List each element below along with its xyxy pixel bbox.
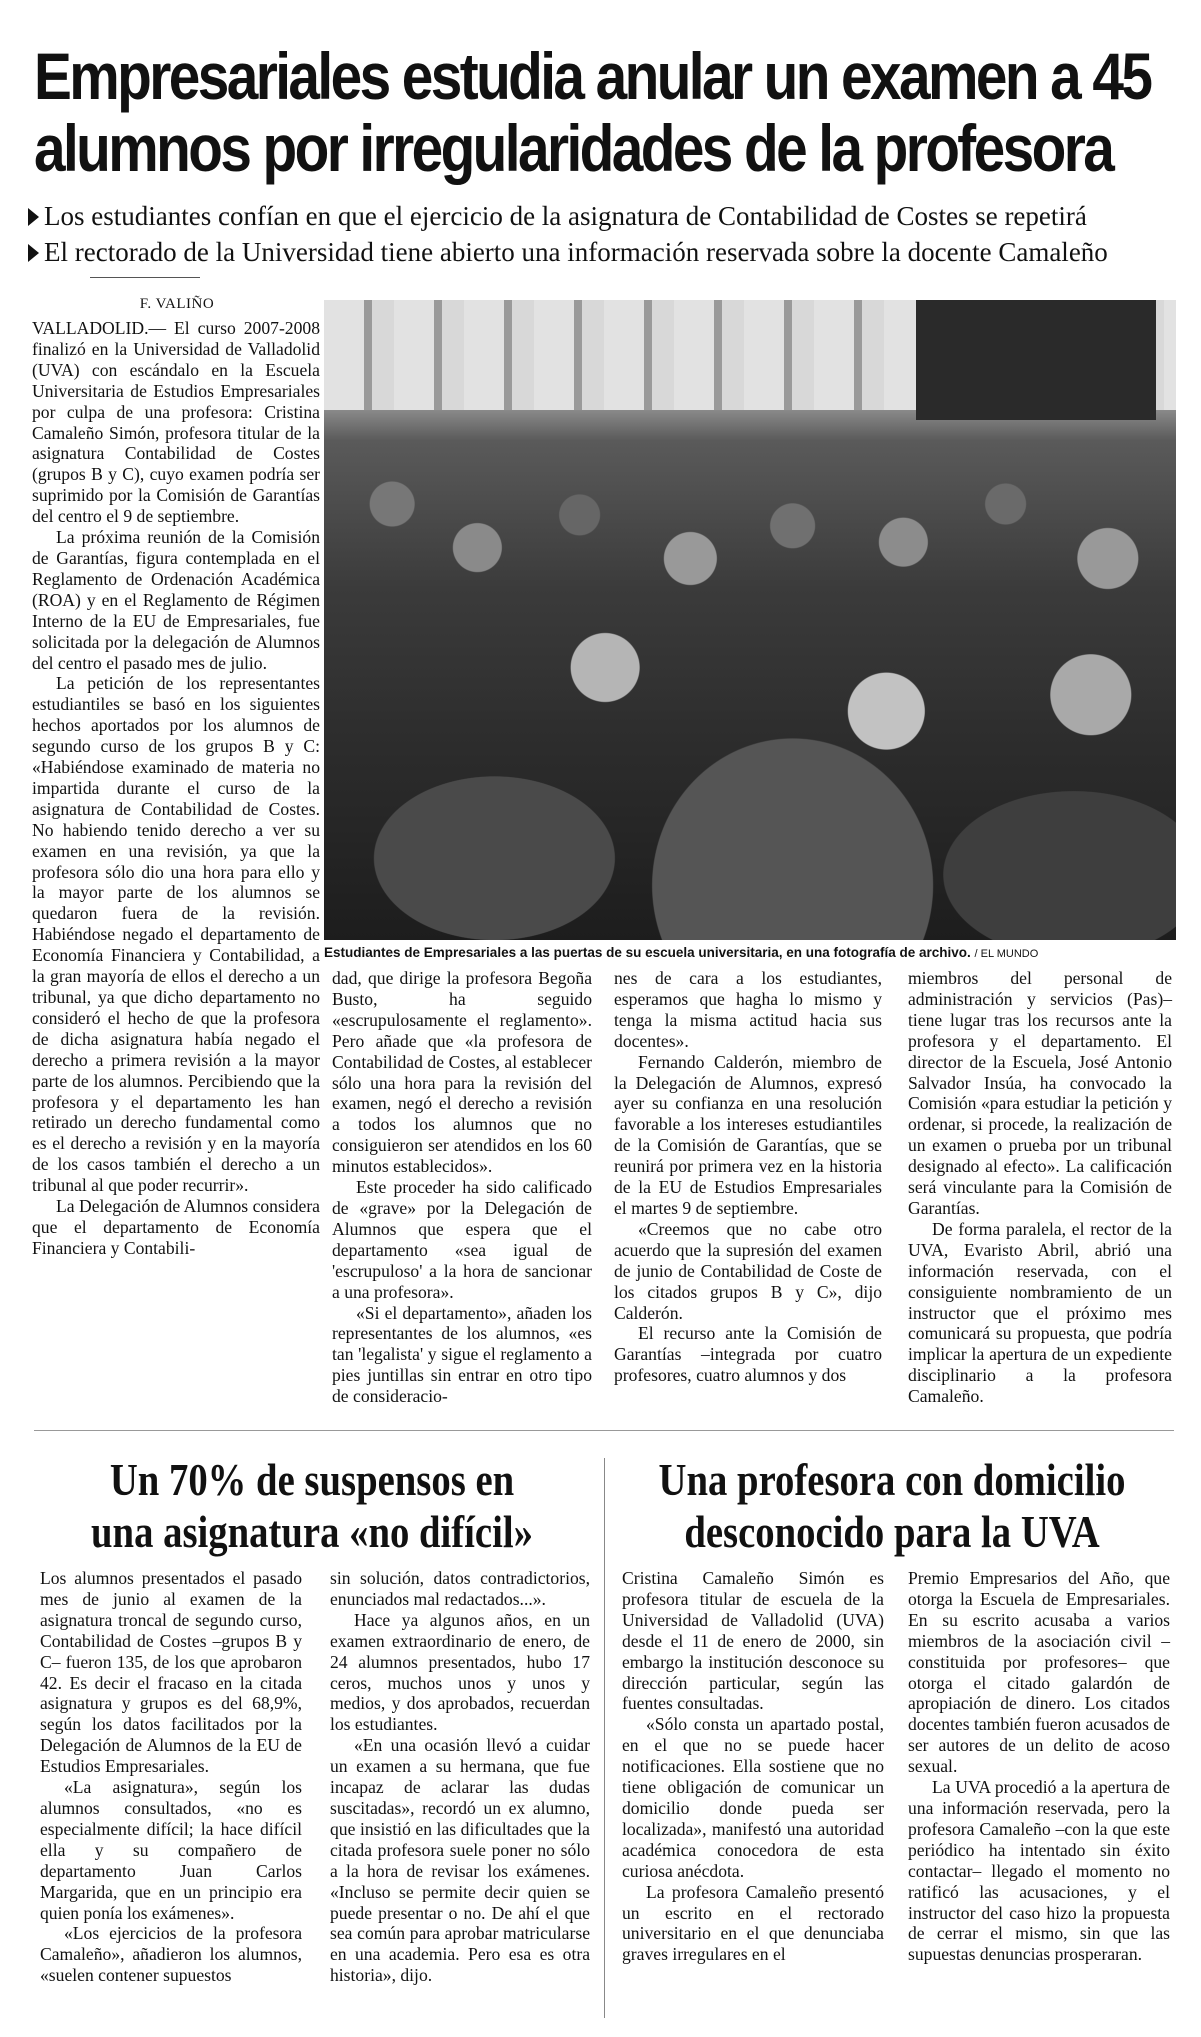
article-paragraph: «Creemos que no cabe otro acuerdo que la supresión del examen de junio de Contabilidad de Coste de los citados grupos B y C», dijo Calderón. [614,1218,882,1323]
article-column-1 [32,318,320,1259]
article-paragraph: La próxima reunión de la Comisión de Garantías, figura contemplada en el Reglamento de Ordenación Académica (ROA) y en el Reglamento de Régimen Interno de la EU de Empresariales, fue solicitada por la delegación de Alumnos del centro el pasado mes de julio. [32,527,320,673]
article-paragraph: De forma paralela, el rector de la UVA, Evaristo Abril, abrió una información reservada, con el consiguiente nombramiento de un instructor que el próximo mes comunicará su propuesta, que podría implicar la apertura de un expediente disciplinario a la profesora Camaleño. [908,1218,1172,1407]
article-paragraph: «Los ejercicios de la profesora Camaleño», añadieron los alumnos, «suelen contener supuestos [40,1923,302,1986]
byline-rule [90,277,200,278]
headline-line-2: alumnos por irregularidades de la profesora [34,111,1113,185]
article-paragraph: Los alumnos presentados el pasado mes de junio al examen de la asignatura troncal de segundo curso, Contabilidad de Costes –grupos B y C– fueron 135, de los que aprobaron 42. Es decir el fracaso en la citada asignatura y grupos es del 68,9%, según los datos facilitados por la Delegación de Alumnos de la EU de Estudios Empresariales. [40,1568,302,1777]
article-paragraph: La petición de los representantes estudiantiles se basó en los siguientes hechos aportados por los alumnos de segundo curso de los grupos B y C: «Habiéndose examinado de materia no impartida durante el curso de la asignatura de Contabilidad de Costes. No habiendo tenido derecho a ver su examen en una revisión, ya que la profesora sólo dio una hora para ello y la mayor parte de los alumnos se quedaron fuera de la revisión. Habiéndose negado el departamento de Economía Financiera y Contabilidad, a la gran mayoría de ellos el derecho a un tribunal, ya que dicho departamento no consideró el hecho de que la profesora de dicha asignatura había negado el derecho a primera revisión a la mayor parte de los alumnos. Percibiendo que la profesora y el departamento les han retirado un derecho fundamental como es el derecho a revisión y en la mayoría de los casos también el derecho a un tribunal al que poder recurrir». [32,673,320,1196]
subhead-2: El rectorado de la Universidad tiene abierto una información reservada sobre la docente Camaleño [28,234,1178,270]
article-paragraph: El recurso ante la Comisión de Garantías –integrada por cuatro profesores, cuatro alumnos y dos [614,1323,882,1386]
article-paragraph: miembros del personal de administración y servicios (Pas)– tiene lugar tras los recursos ante la profesora y el departamento. El director de la Escuela, José Antonio Salvador Insúa, ha convocado la Comisión «para estudiar la petición y ordenar, si procede, la realización de un examen o prueba por un tribunal designado al efecto». La calificación será vinculante para la Comisión de Garantías. [908,968,1172,1218]
photo-caption-text: Estudiantes de Empresariales a las puertas de su escuela universitaria, en una fotografía de archivo. [324,945,971,960]
bullet-triangle-icon [28,244,39,262]
article-paragraph: «Si el departamento», añaden los representantes de los alumnos, «es tan 'legalista' y sigue el reglamento a pies juntillas sin entrar en otro tipo de consideracio- [332,1302,592,1407]
article-column-2 [332,968,592,1407]
article-column-4 [908,968,1172,1407]
photo-credit: / EL MUNDO [974,948,1039,960]
section-divider [34,1430,1174,1431]
sidebar-right-column-2 [908,1568,1170,1965]
bullet-triangle-icon [28,208,39,226]
article-paragraph: dad, que dirige la profesora Begoña Busto, ha seguido «escrupulosamente el reglamento». Pero añade que «la profesora de Contabilidad de Costes, al establecer sólo una hora para la revisión del examen, negó el derecho a revisión a todos los alumnos que no consiguieron ser atendidos en los 60 minutos establecidos». [332,968,592,1177]
byline: F. VALIÑO [139,296,215,312]
photo-crowd [324,395,1176,940]
article-paragraph: nes de cara a los estudiantes, esperamos que hagha lo mismo y tenga la misma actitud hacia sus docentes». [614,968,882,1051]
article-paragraph: Hace ya algunos años, en un examen extraordinario de enero, de 24 alumnos presentados, hubo 17 ceros, muchos unos y unos y medios, y dos aprobados, recuerdan los estudiantes. [330,1609,590,1735]
sidebar-right-title: Una profesora con domicilio desconocido para la UVA [658,1455,1126,1557]
article-paragraph: Fernando Calderón, miembro de la Delegación de Alumnos, expresó ayer su confianza en una resolución favorable a los intereses estudiantiles de la Comisión de Garantías, que se reunirá por primera vez en la historia de la EU de Estudios Empresariales el martes 9 de septiembre. [614,1051,882,1218]
article-paragraph: «La asignatura», según los alumnos consultados, «no es especialmente difícil; la hace difícil ella y su compañero de departamento Juan Carlos Margarida, que en un principio era quien ponía los exámenes». [40,1777,302,1923]
article-paragraph: sin solución, datos contradictorios, enunciados mal redactados...». [330,1568,590,1609]
sidebar-right-column-1 [622,1568,884,1965]
headline-line-1: Empresariales estudia anular un examen a 45 [34,39,1151,113]
sidebar-divider [604,1458,605,2018]
article-paragraph: «En una ocasión llevó a cuidar un examen a su hermana, que fue incapaz de aclarar las dudas suscitadas», recordó un ex alumno, que insistió en las dificultades que la citada profesora suele poner no sólo a la hora de revisar los exámenes. «Incluso se permite decir quien se puede presentar o no. De ahí el que sea común para aprobar matricularse en una academia. Pero esa es otra historia», dijo. [330,1735,590,1986]
crowd-photo [324,300,1176,940]
article-paragraph: Premio Empresarios del Año, que otorga la Escuela de Empresariales. En su escrito acusaba a varios miembros de la asociación civil –constituida por profesores– que otorga el citado galardón de apropiación de dinero. Los citados docentes también fueron acusados de ser autores de un delito de acoso sexual. [908,1568,1170,1777]
article-paragraph: Este proceder ha sido calificado de «grave» por la Delegación de Alumnos que espera que el departamento «sea igual de 'escrupuloso' a la hora de sancionar a una profesora». [332,1177,592,1302]
photo-caption [324,944,1176,963]
subhead-1: Los estudiantes confían en que el ejercicio de la asignatura de Contabilidad de Costes se repetirá [28,198,1178,234]
article-paragraph: La Delegación de Alumnos considera que el departamento de Economía Financiera y Contabili- [32,1196,320,1258]
sidebar-left-title: Un 70% de suspensos en una asignatura «no difícil» [91,1455,533,1557]
article-paragraph: «Sólo consta un apartado postal, en el que no se puede hacer notificaciones. Ella sostiene que no tiene obligación de comunicar un domicilio donde pueda ser localizada», manifestó una autoridad académica conocedora de esta curiosa anécdota. [622,1714,884,1881]
article-paragraph: Cristina Camaleño Simón es profesora titular de escuela de la Universidad de Valladolid (UVA) desde el 11 de enero de 2000, sin embargo la institución desconoce su dirección particular, según las fuentes consultadas. [622,1568,884,1714]
subheads [28,198,1178,270]
sidebar-left-column-1 [40,1568,302,1986]
article-paragraph: VALLADOLID.— El curso 2007-2008 finalizó en la Universidad de Valladolid (UVA) con escándalo en la Escuela Universitaria de Estudios Empresariales por culpa de una profesora: Cristina Camaleño Simón, profesora titular de la asignatura Contabilidad de Costes (grupos B y C), cuyo examen podría ser suprimido por la Comisión de Garantías del centro el 9 de septiembre. [32,318,320,527]
sidebar-left-column-2 [330,1568,590,1986]
article-paragraph: La profesora Camaleño presentó un escrito en el rectorado universitario en el que denunciaba graves irregulares en el [622,1881,884,1965]
article-paragraph: La UVA procedió a la apertura de una información reservada, pero la profesora Camaleño –con la que este periódico ha intentado sin éxito contactar– llegado el momento no ratificó las acusaciones, y el instructor del caso hizo la propuesta de cerrar el mismo, sin que las supuestas denuncias prosperaran. [908,1777,1170,1965]
article-column-3 [614,968,882,1386]
headline [34,39,1151,185]
